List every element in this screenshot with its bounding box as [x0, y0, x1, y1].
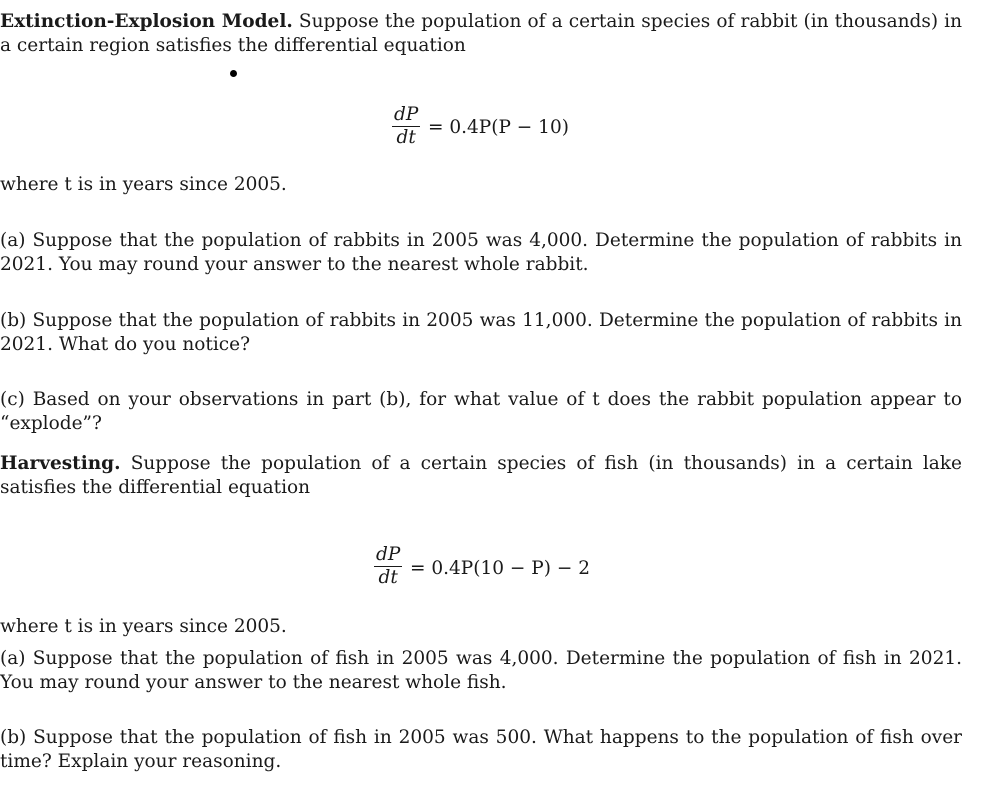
section1-intro-text: Suppose the population of a certain species of rabbit (in thousands) in a certain region satisfies the differential equation [0, 11, 963, 56]
section1-equation-denominator: dt [396, 127, 416, 148]
bullet-dot [230, 70, 237, 77]
section2-equation-numerator: dP [376, 544, 401, 565]
section2-where: where t is in years since 2005. [0, 616, 287, 637]
section1-intro-paragraph [0, 10, 962, 58]
section1-part-b: (b) Suppose that the population of rabbits in 2005 was 11,000. Determine the population of rabbits in 2021. What do you notice? [0, 310, 962, 355]
section2-part-b: (b) Suppose that the population of fish in 2005 was 500. What happens to the population of fish over time? Explain your reasoning. [0, 727, 962, 772]
section1-equation-fraction [392, 104, 420, 149]
section1-where: where t is in years since 2005. [0, 174, 287, 195]
section1-heading: Extinction-Explosion Model. [0, 11, 293, 32]
section2-equation-fraction [374, 544, 402, 589]
section2-intro-text: Suppose the population of a certain species of fish (in thousands) in a certain lake satisfies the differential equation [0, 453, 962, 498]
section2-equation-denominator: dt [378, 567, 398, 588]
section2-heading: Harvesting. [0, 453, 121, 474]
section1-part-a: (a) Suppose that the population of rabbits in 2005 was 4,000. Determine the population of rabbits in 2021. You may round your answer to the nearest whole rabbit. [0, 230, 962, 275]
section2-part-a: (a) Suppose that the population of fish in 2005 was 4,000. Determine the population of fish in 2021. You may round your answer to the nearest whole fish. [0, 648, 962, 693]
section2-equation-rhs: = 0.4P(10 − P) − 2 [410, 558, 590, 579]
section1-part-c: (c) Based on your observations in part (b), for what value of t does the rabbit population appear to “explode”? [0, 389, 962, 434]
section2-intro-paragraph [0, 452, 962, 500]
section1-equation-numerator: dP [394, 104, 419, 125]
section1-equation-rhs: = 0.4P(P − 10) [428, 117, 569, 138]
